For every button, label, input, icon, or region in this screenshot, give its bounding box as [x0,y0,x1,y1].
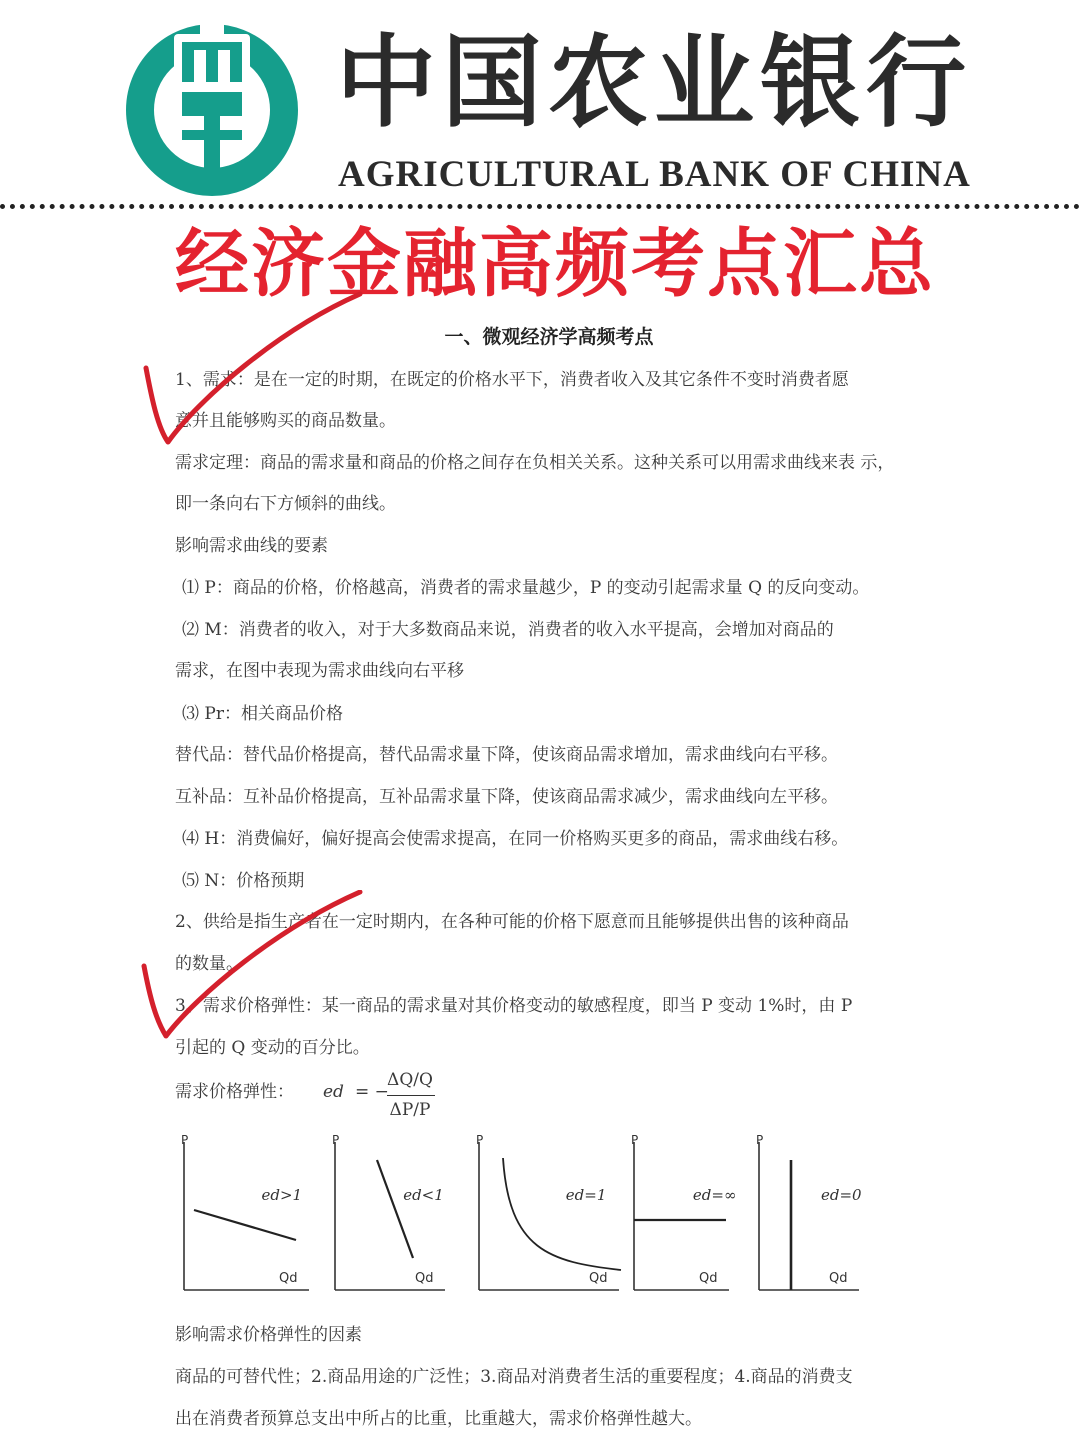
formula-label: 需求价格弹性： [175,1082,294,1102]
formula-numerator: ΔQ/Q [387,1070,433,1090]
formula-denominator: ΔP/P [389,1100,431,1120]
axis-label-qd: Qd [279,1271,298,1286]
text-line: 互补品：互补品价格提高，互补品需求量下降，使该商品需求减少，需求曲线向左平移。 [175,787,838,807]
text-line: ⑸ N：价格预期 [182,871,305,891]
axis-label-p: P [756,1133,764,1147]
text-line: 替代品：替代品价格提高，替代品需求量下降，使该商品需求增加，需求曲线向右平移。 [175,745,838,765]
bank-name-cn: 中国农业银行 [336,23,972,141]
formula-variable: ed [323,1082,344,1102]
text-line: 意并且能够购买的商品数量。 [175,411,396,431]
text-line: 引起的 Q 变动的百分比。 [175,1038,370,1058]
axis-label-qd: Qd [589,1271,608,1286]
section-title: 一、微观经济学高频考点 [444,326,654,348]
text-line: 即一条向右下方倾斜的曲线。 [175,494,396,514]
text-line: 需求定理：商品的需求量和商品的价格之间存在负相关关系。这种关系可以用需求曲线来表 示， [175,453,895,473]
page-headline: 经济金融高频考点汇总 [175,221,935,307]
text-line: 影响需求曲线的要素 [175,536,328,556]
text-line: 出在消费者预算总支出中所占的比重，比重越大，需求价格弹性越大。 [175,1409,702,1429]
axis-label-qd: Qd [699,1271,718,1286]
axis-label-p: P [476,1133,484,1147]
elasticity-label: ed<1 [403,1186,444,1204]
text-line: 3、需求价格弹性：某一商品的需求量对其价格变动的敏感程度，即当 P 变动 1%时，由 P [175,996,853,1016]
axis-label-qd: Qd [829,1271,848,1286]
check-mark-icon [138,290,368,460]
text-line: 需求，在图中表现为需求曲线向右平移 [175,661,464,681]
demand-curve [194,1210,296,1240]
check-mark-icon [138,890,368,1060]
elasticity-label: ed>1 [261,1186,303,1204]
elasticity-label: ed=0 [821,1186,862,1204]
elasticity-label: ed=∞ [692,1186,737,1204]
axis-label-p: P [181,1133,189,1147]
text-line: ⑵ M：消费者的收入，对于大多数商品来说，消费者的收入水平提高，会增加对商品的 [182,620,834,640]
bank-name-en: AGRICULTURAL BANK OF CHINA [338,154,971,195]
formula-equals: = − [355,1082,389,1102]
axis-label-p: P [332,1133,340,1147]
demand-curve [503,1158,621,1270]
text-line: 商品的可替代性；2.商品用途的广泛性；3.商品对消费者生活的重要程度；4.商品的消费支 [175,1367,853,1387]
text-line: 2、供给是指生产者在一定时期内，在各种可能的价格下愿意而且能够提供出售的该种商品 [175,912,849,932]
text-line: 1、需求：是在一定的时期，在既定的价格水平下，消费者收入及其它条件不变时消费者愿 [175,370,849,390]
text-line: ⑷ H：消费偏好，偏好提高会使需求提高，在同一价格购买更多的商品，需求曲线右移。 [182,829,849,849]
text-line: ⑶ Pr：相关商品价格 [182,704,343,724]
axis-label-p: P [631,1133,639,1147]
text-line: ⑴ P：商品的价格，价格越高，消费者的需求量越少，P 的变动引起需求量 Q 的反向变动。 [182,578,870,598]
text-line: 影响需求价格弹性的因素 [175,1325,362,1345]
elasticity-label: ed=1 [565,1186,607,1204]
abc-logo-icon [126,24,298,196]
text-line: 的数量。 [175,954,243,974]
dotted-divider [0,204,1080,209]
elasticity-charts [170,1130,890,1310]
axis-label-qd: Qd [415,1271,434,1286]
demand-curve [377,1160,413,1258]
